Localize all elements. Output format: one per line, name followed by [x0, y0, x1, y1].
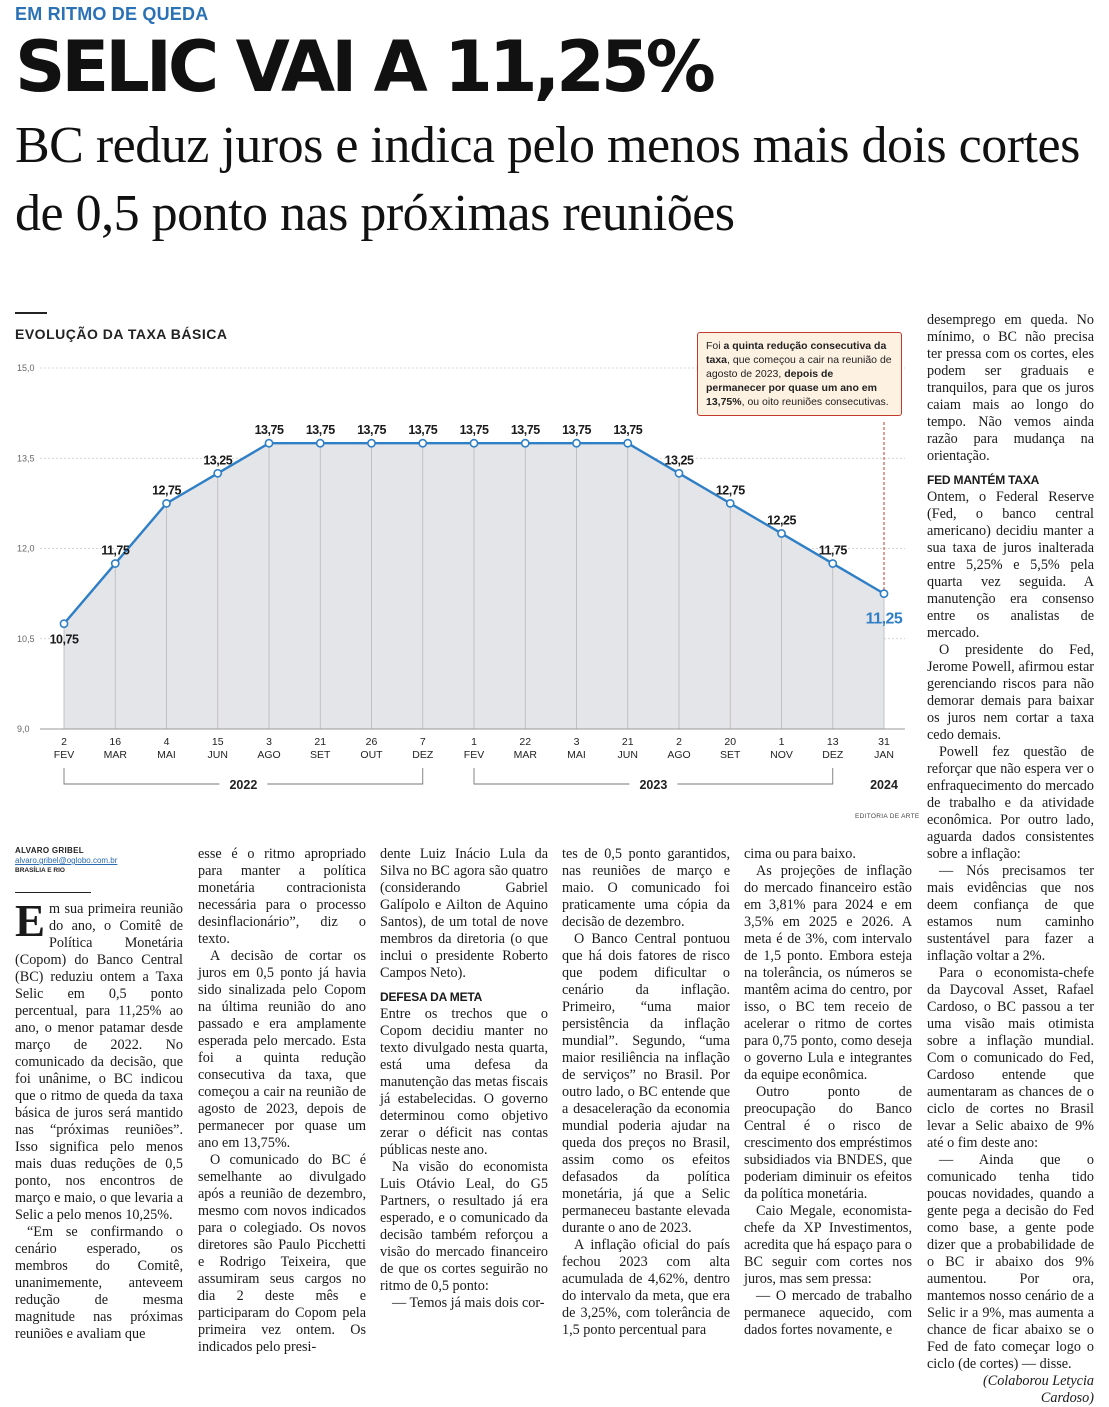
data-label: 13,75 — [254, 423, 284, 438]
paragraph: O Banco Central pontuou que há dois fatores de risco que podem dificultar o cenário da inflação. Primeiro, “uma maior persistência da inflação mundial”. Segundo, “uma maior resiliência na inflação de serviços” no Brasil. Por outro lado, o BC entende que a desaceleração da economia mundial poderia ajudar na queda dos preços no Brasil, assim como os efeitos defasados da política monetária, já que a Selic permaneceu bastante elevada durante o ano de 2023. — [562, 931, 730, 1236]
x-tick-month: SET — [310, 749, 331, 761]
article-column-1 — [15, 846, 183, 1343]
paragraph: esse é o ritmo apropriado para manter a política monetária contracionista necessária para o processo desinflacionário”, diz o texto. — [198, 846, 366, 947]
paragraph: dente Luiz Inácio Lula da Silva no BC agora são quatro (considerando Gabriel Galípolo e Ailton de Aquino Santos), de um total de nove membros da diretoria (o que inclui o presidente Roberto Campos Neto). — [380, 846, 548, 981]
callout-text-3: , ou oito reuniões consecutivas. — [741, 396, 889, 408]
data-point — [675, 470, 682, 477]
data-point — [727, 500, 734, 507]
data-label: 13,75 — [562, 423, 591, 438]
y-tick-label: 9,0 — [17, 724, 30, 734]
paragraph: Caio Megale, economista-chefe da XP Investimentos, acredita que há espaço para o BC seguir com cortes nos juros, mas sem pressa: — [744, 1203, 912, 1287]
x-tick-day: 31 — [878, 736, 890, 748]
data-point — [419, 440, 426, 447]
x-tick-day: 1 — [778, 736, 785, 748]
data-label: 13,25 — [203, 453, 233, 468]
x-tick-day: 21 — [621, 736, 634, 748]
x-tick-day: 2 — [676, 736, 682, 748]
x-tick-day: 26 — [365, 736, 378, 748]
data-label: 13,75 — [357, 423, 386, 438]
paragraph: — O mercado de trabalho permanece aquecido, com dados fortes novamente, e — [744, 1288, 912, 1338]
x-tick-month: JAN — [874, 749, 894, 761]
x-tick-month: DEZ — [822, 749, 844, 761]
x-tick-month: SET — [720, 749, 741, 761]
subheadline: BC reduz juros e indica pelo menos mais dois cortes de 0,5 ponto nas próximas reuniões — [15, 117, 1080, 242]
data-label: 11,75 — [818, 543, 847, 558]
paragraph: A decisão de cortar os juros em 0,5 ponto já havia sido sinalizada pelo Copom na última reunião do ano passado e era amplamente esperada pelo mercado. Esta foi a quinta redução consecutiva da taxa, que começou a cair na reunião de agosto de 2023, depois de permanecer por quase um ano em 13,75%. — [198, 948, 366, 1151]
data-point — [60, 620, 67, 627]
paragraph: Ontem, o Federal Reserve (Fed, o banco central americano) decidiu manter a sua taxa de juros inalterada entre 5,25% e 5,5% pela quarta vez seguida. A manutenção era consenso entre os analistas de mercado. — [927, 489, 1094, 641]
paragraph: tes de 0,5 ponto garantidos, nas reuniões de março e maio. O comunicado foi praticamente uma cópia da decisão de dezembro. — [562, 846, 730, 930]
paragraph: — Ainda que o comunicado tenha tido poucas novidades, quando a gente pega a decisão do Fed como base, a gente pode dizer que a probabilidade de o BC ir abaixo dos 9% aumentou. Por ora, mantemos nosso cenário de a Selic ir a 9%, mas aumenta a chance de ficar abaixo se o Fed de fato começar logo o ciclo (de cortes) — disse. — [927, 1152, 1094, 1372]
paragraph: Na visão do economista Luis Otávio Leal, do G5 Partners, o resultado já era esperado, e o comunicado da decisão também reforçou a visão do mercado financeiro de que os cortes seguirão no ritmo de 0,5 ponto: — [380, 1159, 548, 1294]
byline-email[interactable]: alvaro.gribel@oglobo.com.br — [15, 856, 118, 865]
data-point — [522, 440, 529, 447]
x-tick-month: JUN — [617, 749, 638, 761]
x-tick-month: FEV — [53, 749, 75, 761]
data-label: 13,75 — [408, 423, 438, 438]
byline-name: ALVARO GRIBEL — [15, 846, 84, 855]
data-label: 12,75 — [715, 483, 745, 498]
callout-text-1: Foi — [706, 340, 724, 352]
x-tick-day: 1 — [471, 736, 477, 748]
y-tick-label: 15,0 — [17, 363, 35, 373]
year-label: 2023 — [639, 778, 668, 792]
article-column-3 — [380, 846, 548, 1312]
paragraph: desemprego em queda. No mínimo, o BC não precisa ter pressa com os cortes, eles podem ser graduais e tranquilos, para que os juros caiam mais ao longo do tempo. Não vemos ainda razão para mudança na orientação. — [927, 312, 1094, 464]
data-point — [163, 500, 170, 507]
article-column-6 — [927, 312, 1094, 1407]
data-point — [265, 440, 272, 447]
paragraph: cima ou para baixo. — [744, 846, 856, 862]
x-tick-day: 4 — [163, 736, 170, 748]
x-tick-month: AGO — [257, 749, 281, 761]
paragraph: Powell fez questão de reforçar que não espera ver o enfraquecimento do mercado de trabalho e da atividade econômica. Por outro lado, aguarda dados consistentes sobre a inflação: — [927, 744, 1094, 862]
data-point — [624, 440, 631, 447]
data-point — [880, 590, 887, 597]
data-point — [368, 440, 375, 447]
data-label: 12,25 — [767, 513, 796, 528]
callout-bold-1: a quinta redução consecutiva da taxa — [706, 340, 887, 366]
x-tick-day: 7 — [419, 736, 426, 748]
section-heading: FED MANTÉM TAXA — [927, 473, 1040, 487]
article-column-4 — [562, 846, 730, 1339]
contributor-credit: (Colaborou Letycia Cardoso) — [983, 1373, 1094, 1406]
data-label: 13,75 — [510, 423, 540, 438]
x-tick-day: 3 — [266, 736, 272, 748]
paragraph: O comunicado do BC é semelhante ao divulgado após a reunião de dezembro, mesmo com novos indicados para o colegiado. Os novos diretores são Paulo Picchetti e Rodrigo Teixeira, que assumiram seus cargos no dia 2 deste mês e participaram do Copom pela primeira vez ontem. Os indicados pelo presi- — [198, 1152, 366, 1355]
data-point — [214, 470, 221, 477]
article-column-2 — [198, 846, 366, 1356]
x-tick-month: MAR — [513, 749, 537, 761]
byline-place: BRASÍLIA E RIO — [15, 867, 65, 874]
x-tick-month: AGO — [667, 749, 691, 761]
x-tick-day: 20 — [724, 736, 737, 748]
callout-bold-2: depois de permanecer por quase um ano em 13,75% — [706, 368, 877, 408]
chart-title: EVOLUÇÃO DA TAXA BÁSICA — [15, 326, 228, 342]
callout-text-2: , que começou a cair na reunião de agosto de 2023, — [706, 354, 892, 380]
data-point — [470, 440, 477, 447]
data-label: 13,75 — [305, 423, 335, 438]
x-tick-month: MAI — [567, 749, 586, 761]
paragraph: Entre os trechos que o Copom decidiu manter no texto divulgado nesta quarta, está uma defesa da manutenção das metas fiscais já estabelecidas. O governo determinou como objetivo zerar o déficit nas contas públicas neste ano. — [380, 1006, 548, 1158]
article-column-5 — [744, 846, 912, 1339]
byline-rule — [15, 892, 91, 893]
paragraph: “Em se confirmando o cenário esperado, os membros do Comitê, unanimemente, anteveem redução de mesma magnitude nas próximas reuniões e avaliam que — [15, 1224, 183, 1342]
chart-callout — [697, 332, 902, 416]
x-tick-month: NOV — [770, 749, 793, 761]
paragraph: A inflação oficial do país fechou 2023 com alta acumulada de 4,62%, dentro do intervalo da meta, que era de 3,25%, com tolerância de 1,5 ponto percentual para — [562, 1237, 730, 1338]
headline: SELIC VAI A 11,25% — [15, 26, 712, 108]
year-label: 2024 — [870, 778, 898, 792]
paragraph: — Temos já mais dois cor- — [392, 1295, 545, 1311]
data-label-highlight: 11,25 — [865, 610, 903, 628]
paragraph: Outro ponto de preocupação do Banco Central é o risco de crescimento dos empréstimos subsidiados via BNDES, que poderiam diminuir os efeitos da política monetária. — [744, 1084, 912, 1202]
kicker: EM RITMO DE QUEDA — [15, 4, 209, 24]
data-label: 13,75 — [613, 423, 643, 438]
x-tick-month: OUT — [360, 749, 383, 761]
lead-paragraph — [15, 896, 183, 1224]
dropcap: E — [15, 896, 46, 946]
x-tick-day: 16 — [109, 736, 122, 748]
x-tick-month: JUN — [207, 749, 228, 761]
x-tick-day: 22 — [519, 736, 532, 748]
y-tick-label: 13,5 — [17, 453, 35, 464]
section-heading: DEFESA DA META — [380, 990, 483, 1004]
x-tick-day: 21 — [314, 736, 327, 748]
art-credit: EDITORIA DE ARTE — [855, 813, 920, 820]
data-point — [317, 440, 324, 447]
x-tick-month: MAR — [103, 749, 127, 761]
data-point — [829, 560, 836, 567]
y-tick-label: 10,5 — [17, 633, 35, 644]
data-label: 11,75 — [101, 543, 130, 558]
paragraph: O presidente do Fed, Jerome Powell, afirmou estar gerenciando riscos para não demorar demais para baixar os juros nem cortar a taxa cedo demais. — [927, 642, 1094, 743]
byline — [15, 846, 183, 876]
lead-text: m sua primeira reunião do ano, o Comitê de Política Monetária (Copom) do Banco Central (BC) reduziu ontem a Taxa Selic em 0,5 ponto percentual, para 11,25% ao ano, o menor patamar desde março de 2022. No comunicado da decisão, que foi unânime, o BC indicou que o ritmo de queda da taxa básica de juros será mantido nas “próximas reuniões”. Isso significa pelo menos mais duas reduções de 0,5 ponto, nos encontros de março e maio, o que levaria a Selic a pelo menos 10,25%. — [15, 901, 183, 1223]
x-tick-month: DEZ — [412, 749, 434, 761]
x-tick-month: FEV — [463, 749, 485, 761]
data-label: 13,75 — [459, 423, 489, 438]
data-point — [778, 530, 785, 537]
year-label: 2022 — [229, 778, 258, 792]
data-label: 10,75 — [49, 632, 79, 647]
data-point — [573, 440, 580, 447]
data-label: 12,75 — [152, 483, 181, 498]
paragraph: — Nós precisamos ter mais evidências que nos deem confiança de que estamos num caminho sustentável para fazer a inflação voltar a 2%. — [927, 863, 1094, 964]
paragraph: As projeções de inflação do mercado financeiro estão em 3,81% para 2024 e em 3,5% em 2025 e 2026. A meta é de 3%, com intervalo de 1,5 ponto. Embora esteja na tolerância, os números se mantêm acima do centro, por isso, o BC tem receio de acelerar o ritmo de cortes para 0,75 ponto, como deseja o governo Lula e integrantes da equipe econômica. — [744, 863, 912, 1083]
data-label: 13,25 — [664, 453, 694, 468]
x-tick-day: 2 — [61, 736, 67, 748]
x-tick-day: 15 — [211, 736, 224, 748]
paragraph: Para o economista-chefe da Daycoval Asset, Rafael Cardoso, o BC passou a ter uma visão mais otimista sobre a inflação mundial. Com o comunicado do Fed, Cardoso entende que aumentaram as chances de o ciclo de cortes no Brasil levar a Selic abaixo de 9% até o fim deste ano: — [927, 965, 1094, 1151]
x-tick-day: 3 — [573, 736, 580, 748]
x-tick-day: 13 — [826, 736, 839, 748]
y-tick-label: 12,0 — [17, 543, 35, 554]
data-point — [112, 560, 119, 567]
x-tick-month: MAI — [157, 749, 176, 761]
